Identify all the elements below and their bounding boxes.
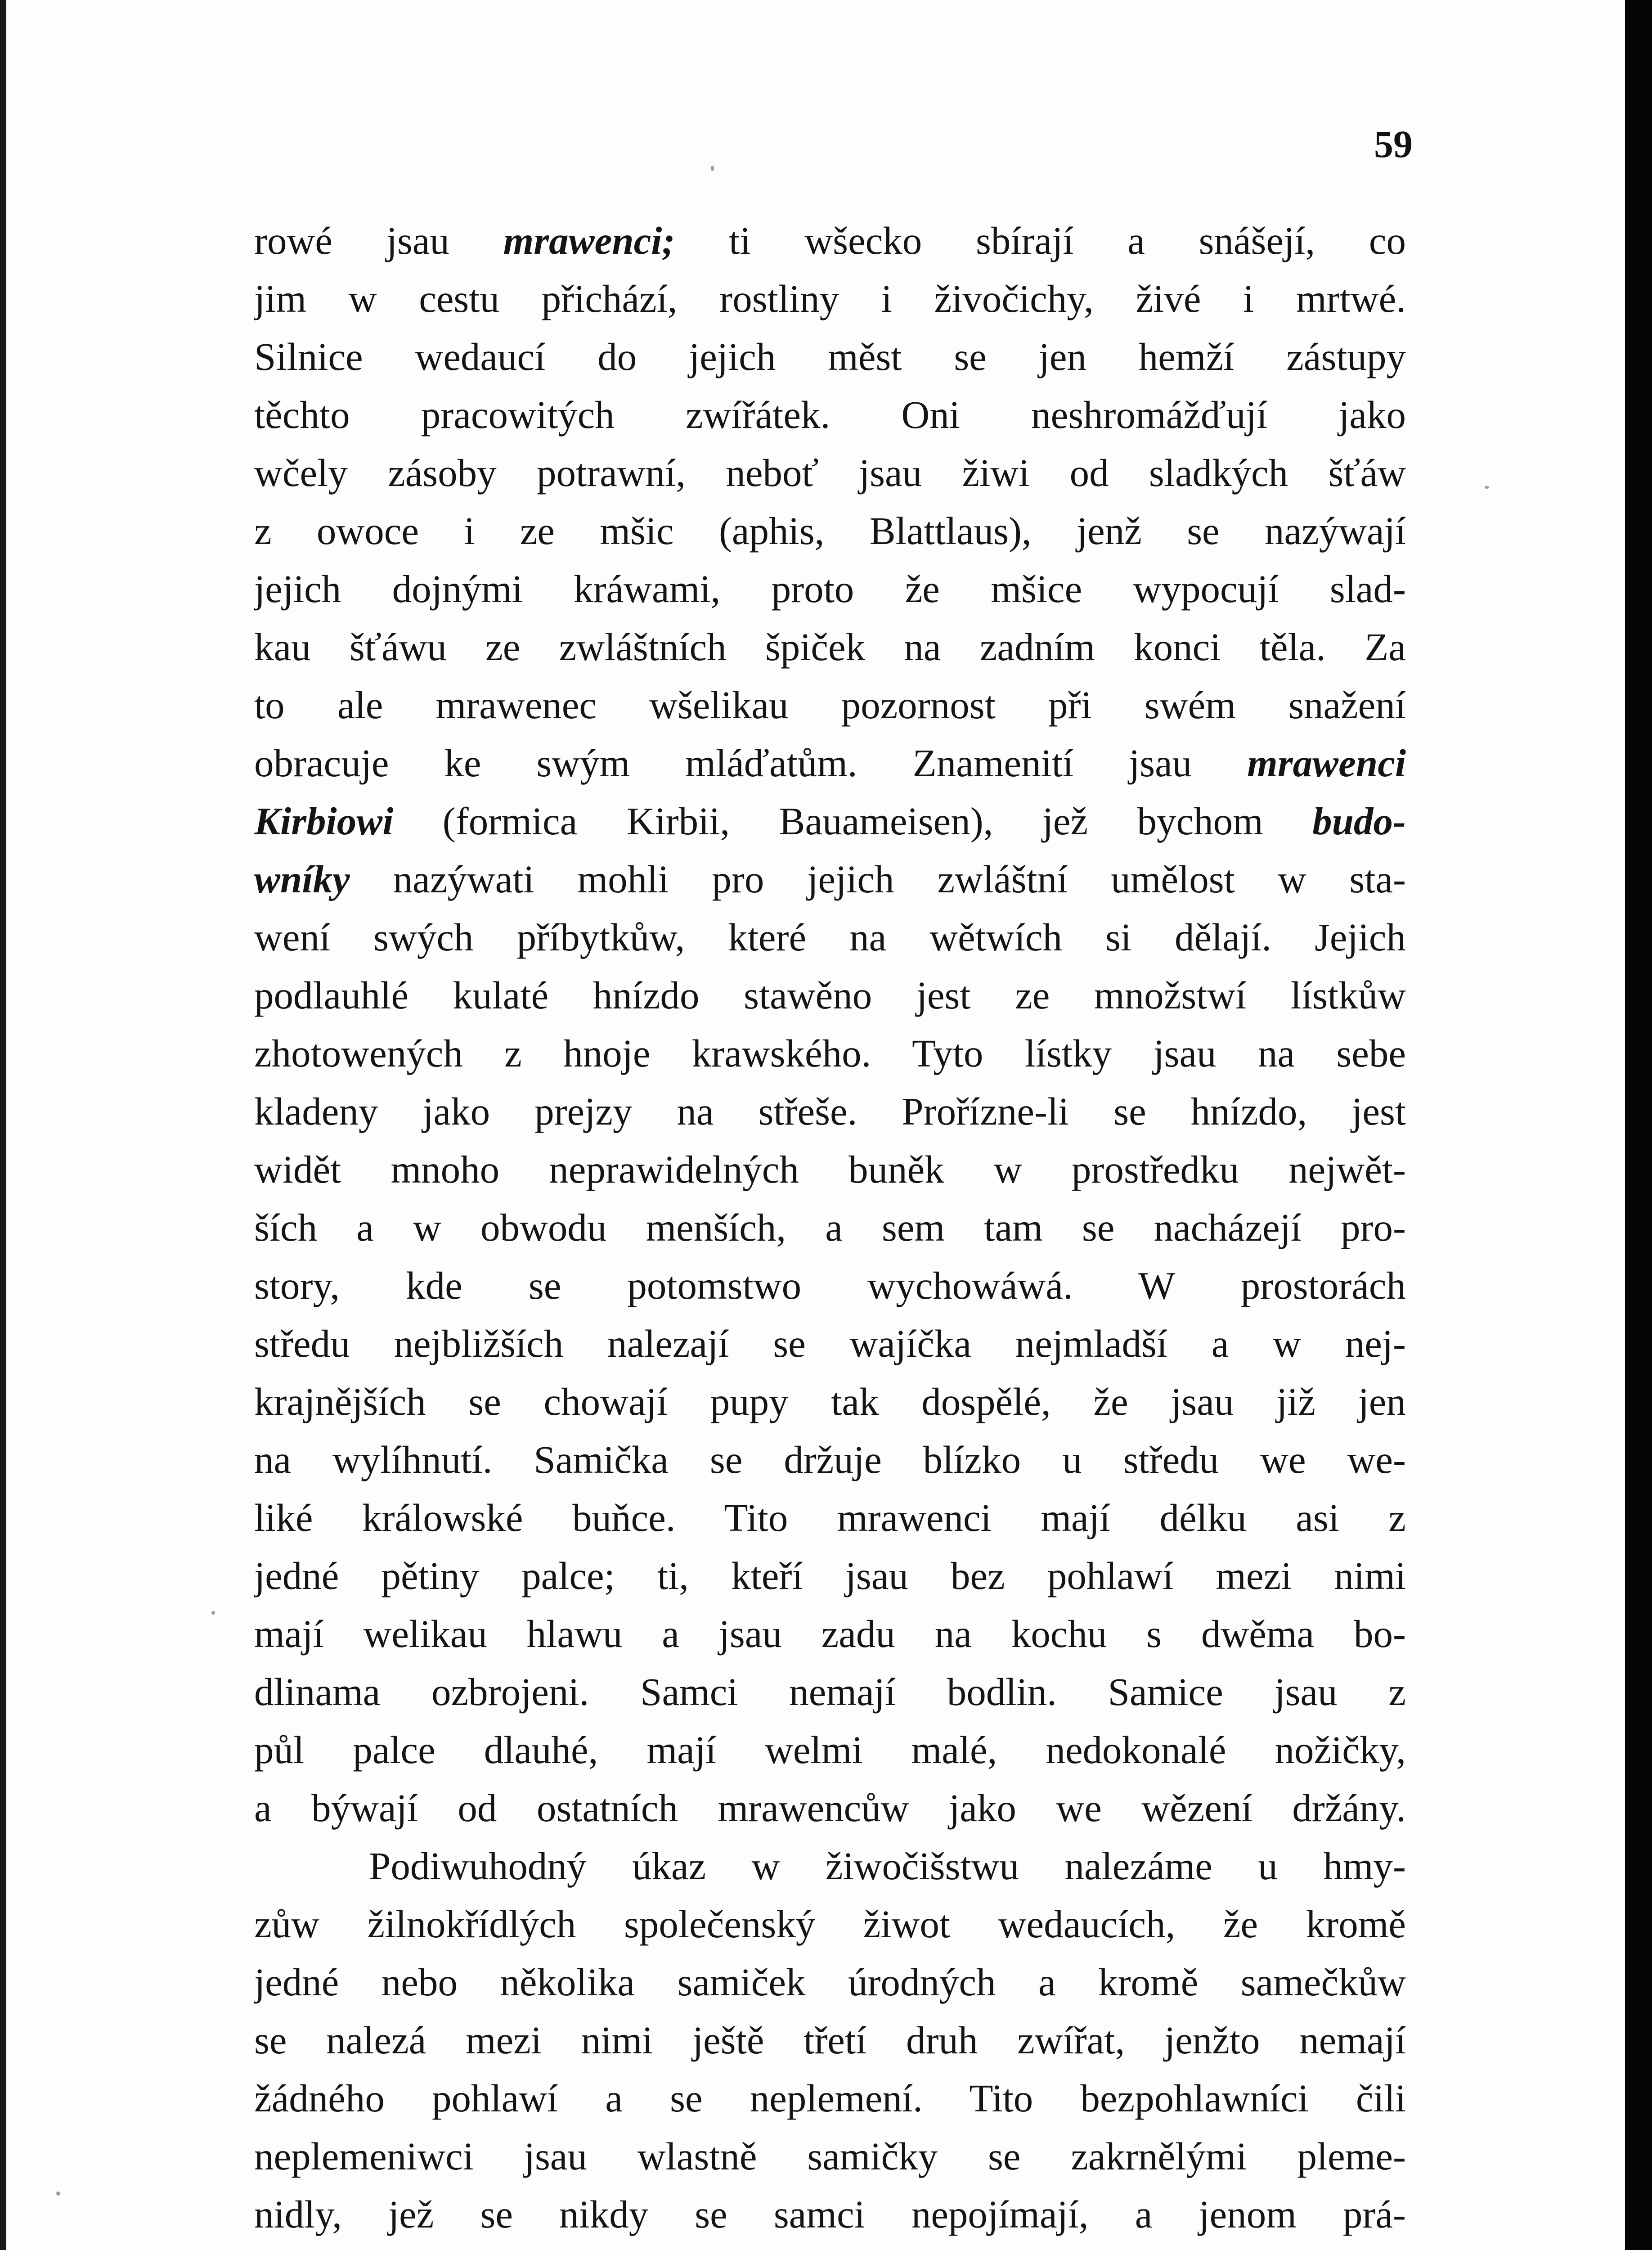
paragraph-start-line: Podiwuhodný úkaz w žiwočišstwu nalezáme u hmy- [369,1844,1406,1888]
scan-speck [56,2192,60,2196]
text-line: mají welikau hlawu a jsau zadu na kochu s dwěma bo- [254,1612,1406,1656]
text-line: těchto pracowitých zwířátek. Oni neshromážďují jako [254,393,1406,436]
text-line: zhotowených z hnoje krawského. Tyto lístky jsau na sebe [254,1031,1406,1075]
text-line: story, kde se potomstwo wychowáwá. W prostorách [254,1264,1406,1307]
text-line: wníky nazýwati mohli pro jejich zwláštní umělost w sta- [254,857,1406,901]
text-line [254,2243,1406,2250]
text-line: wení swých příbytkůw, které na wětwích si dělají. Jejich [254,915,1406,959]
text-line: žádného pohlawí a se neplemení. Tito bezpohlawníci čili [254,2076,1406,2120]
text-line: obracuje ke swým mláďatům. Znamenití jsau mrawenci [254,741,1406,785]
text-line: wčely zásoby potrawní, neboť jsau žiwi od sladkých šťáw [254,451,1406,495]
text-line: rowé jsau mrawenci; ti wšecko sbírají a snášejí, co [254,219,1406,262]
text-line: jedné nebo několika samiček úrodných a kromě samečkůw [254,1960,1406,2004]
scan-speck [211,1611,215,1615]
text-line: jejich dojnými kráwami, proto že mšice wypocují slad- [254,567,1406,611]
text-line: widět mnoho neprawidelných buněk w prostředku nejwět- [254,1148,1406,1191]
text-line: zůw žilnokřídlých společenský žiwot wedaucích, že kromě [254,1902,1406,1946]
text-line: a býwají od ostatních mrawencůw jako we wězení držány. [254,1786,1406,1830]
scan-speck [711,166,714,171]
text-line: kau šťáwu ze zwláštních špiček na zadním konci těla. Za [254,625,1406,669]
text-line: liké králowské buňce. Tito mrawenci mají délku asi z [254,1496,1406,1539]
text-line: Kirbiowi (formica Kirbii, Bauameisen), jež bychom budo- [254,799,1406,843]
text-line: se nalezá mezi nimi ještě třetí druh zwířat, jenžto nemají [254,2018,1406,2062]
scan-left-edge [0,0,6,2250]
text-line: krajnějších se chowají pupy tak dospělé, že jsau již jen [254,1380,1406,1423]
text-line: nidly, jež se nikdy se samci nepojímají, a jenom prá- [254,2192,1406,2236]
body-text [254,212,1406,2250]
text-line: Silnice wedaucí do jejich měst se jen hemží zástupy [254,335,1406,378]
text-line: kladeny jako prejzy na střeše. Proříznе-li se hnízdo, jest [254,1089,1406,1133]
text-line: dlinama ozbrojeni. Samci nemají bodlin. Samice jsau z [254,1670,1406,1714]
scan-speck [1485,486,1489,489]
text-line: na wylíhnutí. Samička se držuje blízko u středu we we- [254,1438,1406,1481]
text-line: jim w cestu přichází, rostliny i živočichy, živé i mrtwé. [254,277,1406,320]
text-line: ších a w obwodu menších, a sem tam se nacházejí pro- [254,1206,1406,1249]
text-line: neplemeniwci jsau wlastně samičky se zakrnělými pleme- [254,2134,1406,2178]
text-line: podlauhlé kulaté hnízdo stawěno jest ze množstwí lístkůw [254,973,1406,1017]
text-line: to ale mrawenec wšelikau pozornost při swém snažení [254,683,1406,727]
text-line: půl palce dlauhé, mají welmi malé, nedokonalé nožičky, [254,1728,1406,1772]
text-line: z owoce i ze mšic (aphis, Blattlaus), jenž se nazýwají [254,509,1406,553]
page-number: 59 [1374,122,1413,166]
scan-right-edge [1625,0,1652,2250]
text-line: jedné pětiny palce; ti, kteří jsau bez pohlawí mezi nimi [254,1554,1406,1598]
text-line: středu nejbližších nalezají se wajíčka nejmladší a w nej- [254,1322,1406,1365]
